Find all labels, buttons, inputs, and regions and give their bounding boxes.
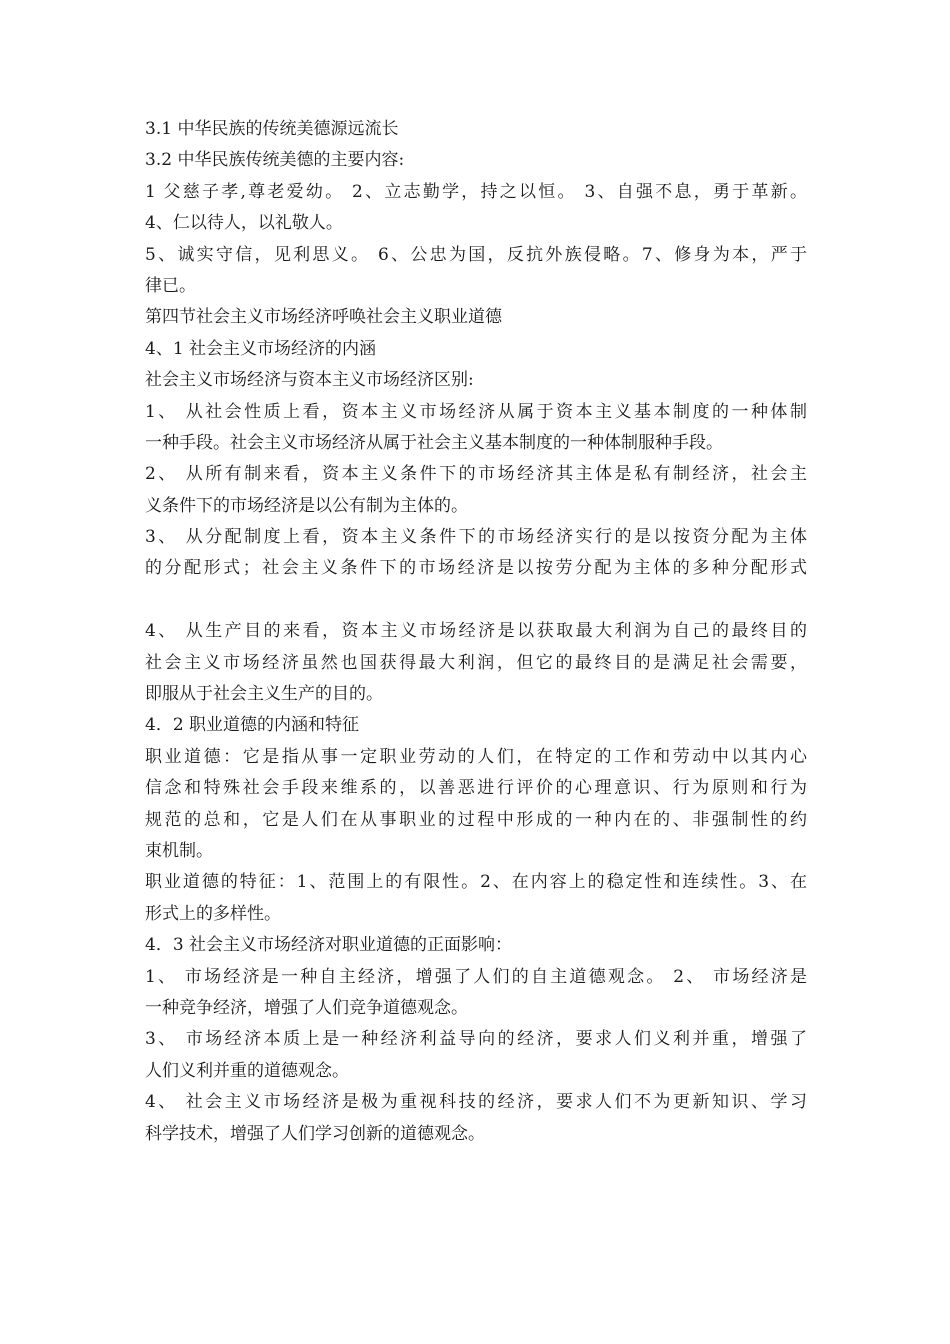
text-line: 4、1 社会主义市场经济的内涵 [145, 338, 377, 359]
text-line: 4、仁以待人，以礼敬人。 [145, 213, 343, 234]
text-line: 规范的总和，它是人们在从事职业的过程中形成的一种内在的、非强制性的约 [145, 809, 807, 830]
text-line: 科学技术，增强了人们学习创新的道德观念。 [145, 1123, 485, 1144]
text-line: 1 父慈子孝,尊老爱幼。 2、立志勤学，持之以恒。 3、自强不息，勇于革新。 [145, 181, 807, 202]
text-line: 即服从于社会主义生产的目的。 [145, 684, 383, 705]
text-line: 一种手段。社会主义市场经济从属于社会主义基本制度的一种体制服种手段。 [145, 432, 723, 453]
text-line: 4．3 社会主义市场经济对职业道德的正面影响： [145, 935, 513, 956]
text-line: 束机制。 [145, 840, 213, 861]
text-line: 3.1 中华民族的传统美德源远流长 [145, 119, 399, 139]
blank-line [145, 585, 807, 616]
text-line: 的分配形式；社会主义条件下的市场经济是以按劳分配为主体的多种分配形式 [145, 558, 807, 579]
text-line: 4．2 职业道德的内涵和特征 [145, 715, 360, 736]
text-line: 5、诚实守信，见利思义。 6、公忠为国，反抗外族侵略。7、修身为本，严于 [145, 244, 807, 265]
text-line: 一种竞争经济，增强了人们竞争道德观念。 [145, 997, 468, 1018]
text-line: 4、 社会主义市场经济是极为重视科技的经济，要求人们不为更新知识、学习 [145, 1092, 807, 1113]
text-line: 职业道德：它是指从事一定职业劳动的人们，在特定的工作和劳动中以其内心 [145, 746, 807, 767]
text-line: 3、 从分配制度上看，资本主义条件下的市场经济实行的是以按资分配为主体 [145, 527, 807, 548]
text-line: 律已。 [145, 275, 196, 296]
text-line: 人们义利并重的道德观念。 [145, 1060, 349, 1081]
text-line: 1、 市场经济是一种自主经济，增强了人们的自主道德观念。 2、 市场经济是 [145, 966, 807, 987]
text-line: 义条件下的市场经济是以公有制为主体的。 [145, 495, 468, 516]
text-line: 职业道德的特征：1、范围上的有限性。2、在内容上的稳定性和连续性。3、在 [145, 872, 807, 893]
text-line: 第四节社会主义市场经济呼唤社会主义职业道德 [145, 307, 502, 328]
text-line: 信念和特殊社会手段来维系的，以善恶进行评价的心理意识、行为原则和行为 [145, 778, 807, 799]
text-line: 3、 市场经济本质上是一种经济利益导向的经济，要求人们义利并重，增强了 [145, 1029, 807, 1050]
text-line: 1、 从社会性质上看，资本主义市场经济从属于资本主义基本制度的一种体制 [145, 401, 807, 422]
text-line: 4、 从生产目的来看，资本主义市场经济是以获取最大利润为自己的最终目的 [145, 621, 807, 642]
text-line: 社会主义市场经济与资本主义市场经济区别: [145, 370, 474, 391]
text-line: 形式上的多样性。 [145, 903, 281, 924]
text-line: 3.2 中华民族传统美德的主要内容: [145, 150, 405, 171]
text-line: 社会主义市场经济虽然也国获得最大利润，但它的最终目的是满足社会需要， [145, 652, 807, 673]
document-body [145, 114, 807, 1150]
text-line: 2、 从所有制来看，资本主义条件下的市场经济其主体是私有制经济，社会主 [145, 464, 807, 485]
